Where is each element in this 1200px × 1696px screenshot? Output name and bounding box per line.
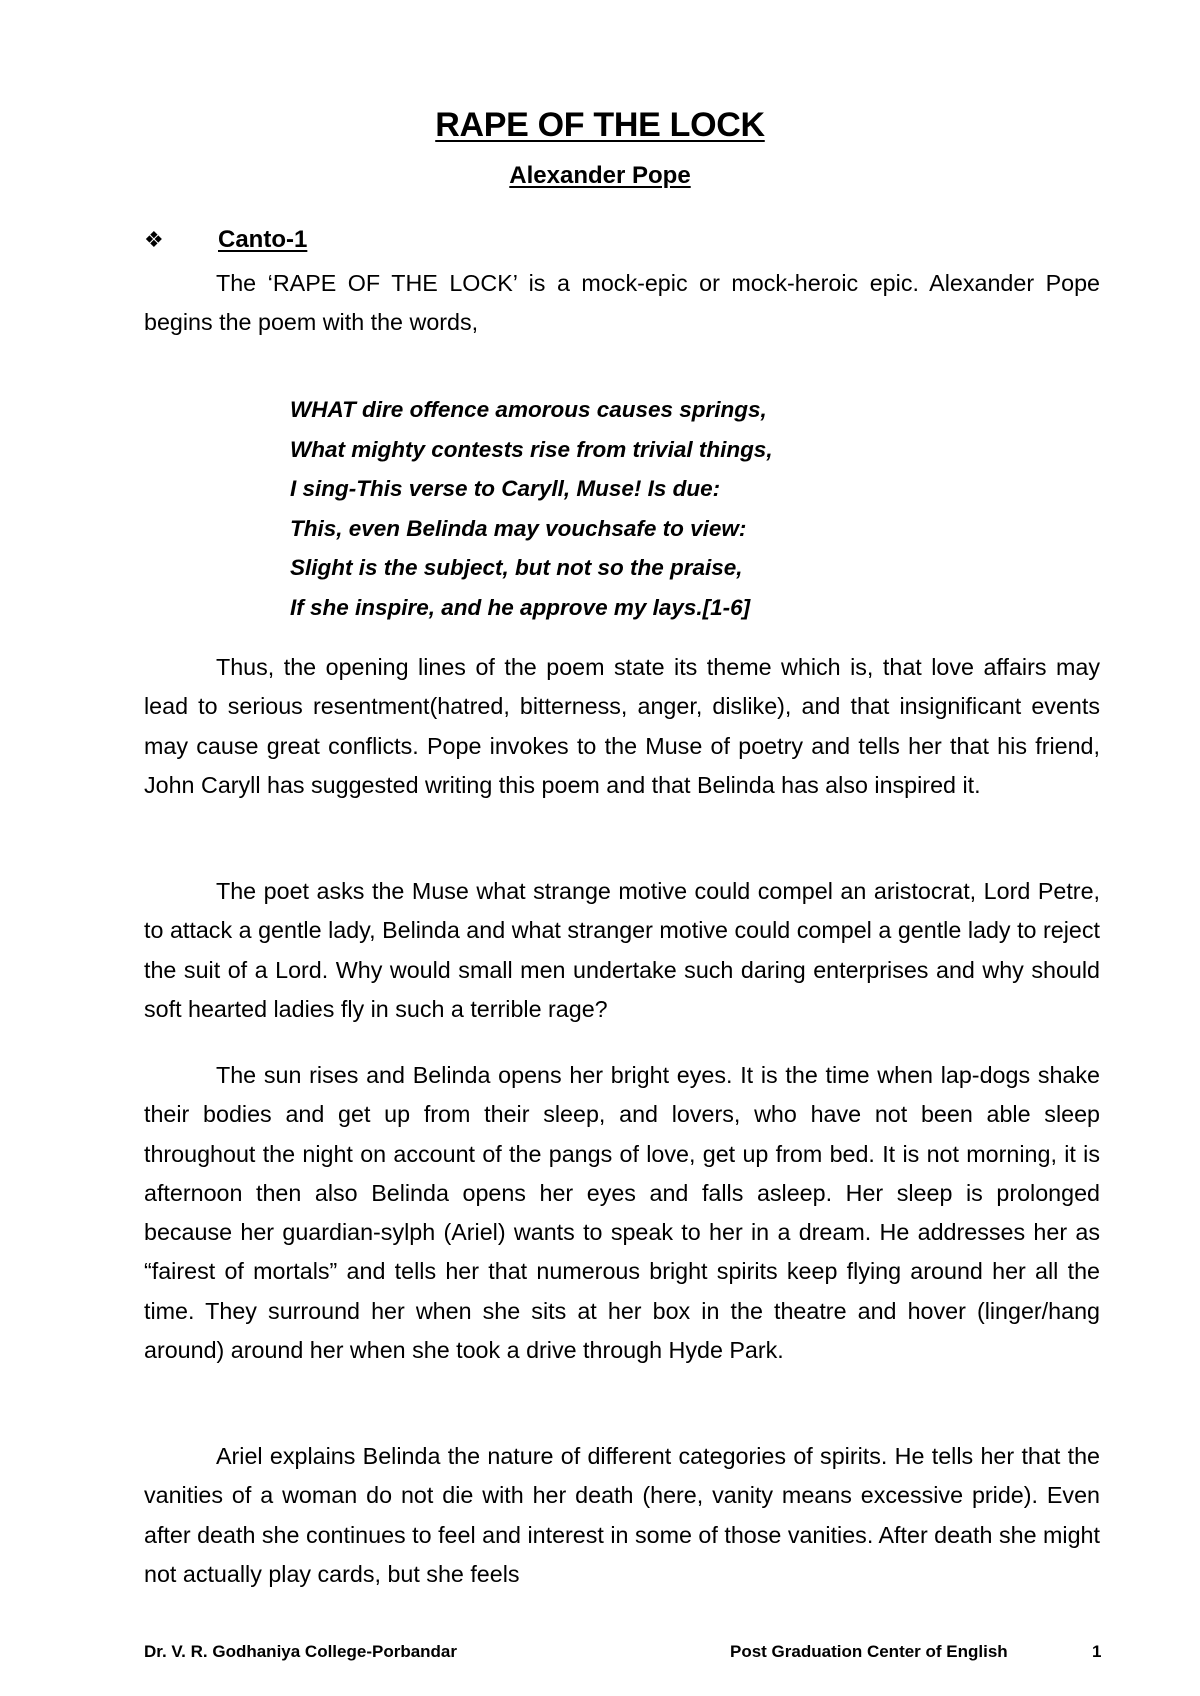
body-paragraph: The poet asks the Muse what strange motive could compel an aristocrat, Lord Petre, to attack a gentle lady, Belinda and what stranger motive could compel a gentle lady to reject the suit of a Lord. Why would small men undertake such daring enterprises and why should soft hearted ladies fly in such a terrible rage? — [144, 878, 1100, 1022]
verse-block — [290, 390, 773, 628]
verse-line: What mighty contests rise from trivial things, — [290, 436, 773, 462]
section-heading — [144, 226, 307, 254]
document-title: RAPE OF THE LOCK — [435, 106, 765, 144]
verse-line: I sing-This verse to Caryll, Muse! Is due: — [290, 476, 721, 502]
footer-department: Post Graduation Center of English — [730, 1642, 1008, 1661]
footer-college: Dr. V. R. Godhaniya College-Porbandar — [144, 1642, 457, 1661]
diamond-bullet-icon: ❖ — [144, 227, 164, 252]
page-number: 1 — [1092, 1642, 1102, 1661]
intro-paragraph: The ‘RAPE OF THE LOCK’ is a mock-epic or mock-heroic epic. Alexander Pope begins the poem with the words, — [144, 270, 1100, 336]
body-paragraph: The sun rises and Belinda opens her bright eyes. It is the time when lap-dogs shake their bodies and get up from their sleep, and lovers, who have not been able sleep throughout the night on account of the pangs of love, get up from bed. It is not morning, it is afternoon then also Belinda opens her eyes and falls asleep. Her sleep is prolonged because her guardian-sylph (Ariel) wants to speak to her in a dream. He addresses her as “fairest of mortals” and tells her that numerous bright spirits keep flying around her all the time. They surround her when she sits at her box in the theatre and hover (linger/hang around) around her when she took a drive through Hyde Park. — [144, 1062, 1100, 1364]
verse-line: If she inspire, and he approve my lays.[1-6] — [290, 594, 751, 620]
verse-line: This, even Belinda may vouchsafe to view: — [290, 515, 747, 541]
section-label: Canto-1 — [218, 226, 308, 253]
verse-line: Slight is the subject, but not so the praise, — [290, 555, 743, 581]
body-paragraph: Ariel explains Belinda the nature of different categories of spirits. He tells her that the vanities of a woman do not die with her death (here, vanity means excessive pride). Even after death she continues to feel and interest in some of those vanities. After death she might not actually play cards, but she feels — [144, 1443, 1100, 1587]
author-name: Alexander Pope — [509, 162, 691, 189]
verse-line: WHAT dire offence amorous causes springs, — [290, 397, 767, 422]
body-paragraph: Thus, the opening lines of the poem state its theme which is, that love affairs may lead to serious resentment(hatred, bitterness, anger, dislike), and that insignificant events may cause great conflicts. Pope invokes to the Muse of poetry and tells her that his friend, John Caryll has suggested writing this poem and that Belinda has also inspired it. — [144, 654, 1100, 798]
